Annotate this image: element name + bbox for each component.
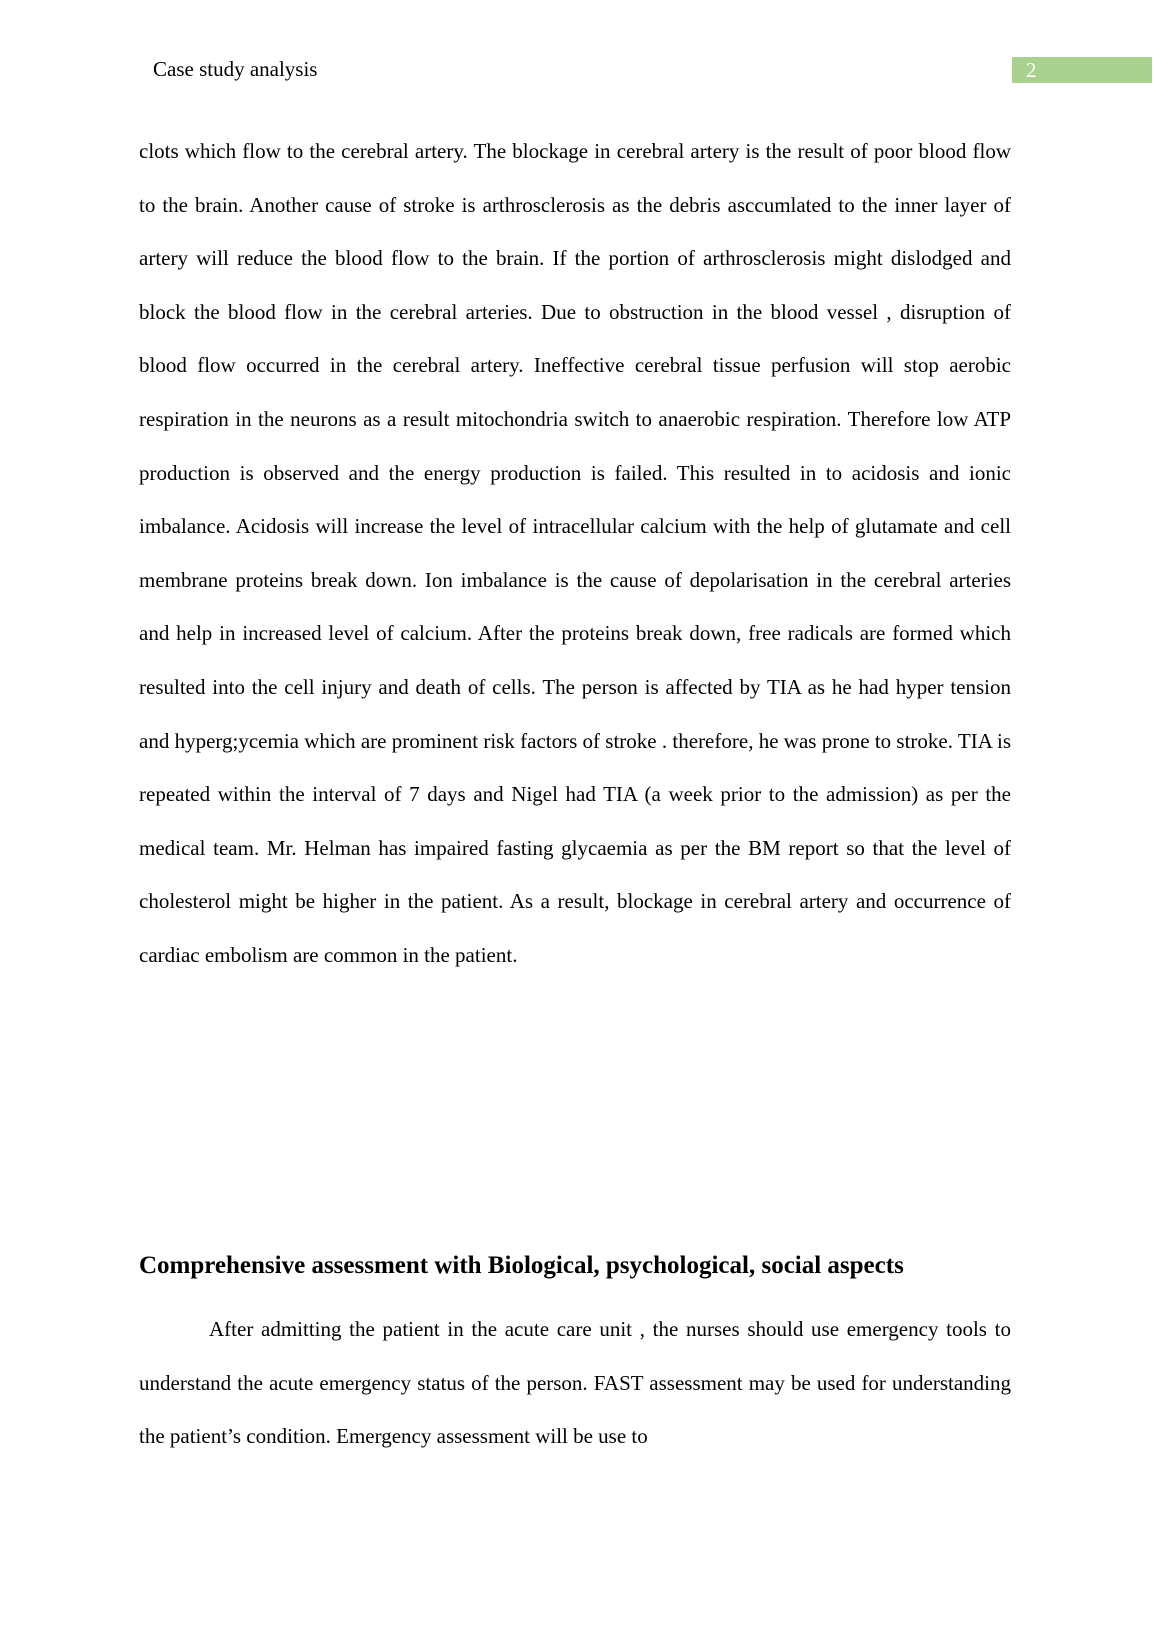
running-header-title: Case study analysis: [153, 57, 318, 81]
page-number-badge: 2: [1012, 57, 1152, 83]
section-paragraph: After admitting the patient in the acute care unit , the nurses should use emergency tools to understand the acute emergency status of the person. FAST assessment may be used for understanding the patient’s condition. Emergency assessment will be use to: [139, 1317, 1011, 1449]
body-paragraph: clots which flow to the cerebral artery. The blockage in cerebral artery is the result of poor blood flow to the brain. Another cause of stroke is arthrosclerosis as the debris asccumlated to the inner layer of artery will reduce the blood flow to the brain. If the portion of arthrosclerosis might dislodged and block the blood flow in the cerebral arteries. Due to obstruction in the blood vessel , disruption of blood flow occurred in the cerebral artery. Ineffective cerebral tissue perfusion will stop aerobic respiration in the neurons as a result mitochondria switch to anaerobic respiration. Therefore low ATP production is observed and the energy production is failed. This resulted in to acidosis and ionic imbalance. Acidosis will increase the level of intracellular calcium with the help of glutamate and cell membrane proteins break down. Ion imbalance is the cause of depolarisation in the cerebral arteries and help in increased level of calcium. After the proteins break down, free radicals are formed which resulted into the cell injury and death of cells. The person is affected by TIA as he had hyper tension and hyperg;ycemia which are prominent risk factors of stroke . therefore, he was prone to stroke. TIA is repeated within the interval of 7 days and Nigel had TIA (a week prior to the admission) as per the medical team. Mr. Helman has impaired fasting glycaemia as per the BM report so that the level of cholesterol might be higher in the patient. As a result, blockage in cerebral artery and occurrence of cardiac embolism are common in the patient.: [139, 139, 1011, 967]
section-heading: Comprehensive assessment with Biological, psychological, social aspects: [139, 1252, 904, 1279]
